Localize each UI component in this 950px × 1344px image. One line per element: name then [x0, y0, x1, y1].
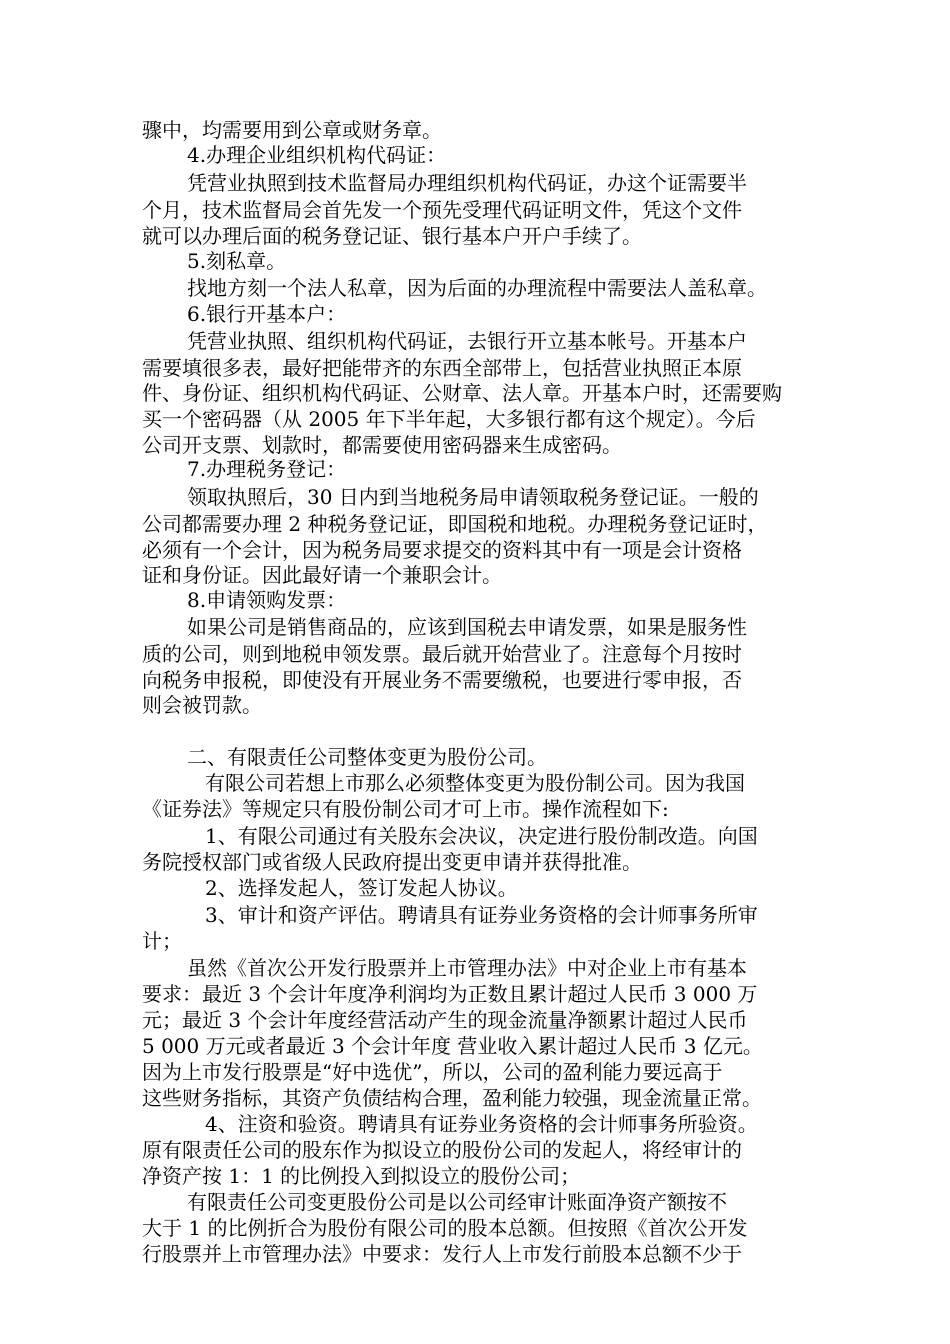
text-line: 需要填很多表，最好把能带齐的东西全部带上，包括营业执照正本原: [142, 356, 742, 380]
text-line: 骤中，均需要用到公章或财务章。: [142, 118, 442, 142]
text-line: 要求：最近 3 个会计年度净利润均为正数且累计超过人民币 3 000 万: [142, 982, 758, 1006]
text-line: 2、选择发起人，签订发起人协议。: [205, 876, 518, 900]
section-heading: 5.刻私章。: [187, 249, 287, 273]
text-line: 务院授权部门或省级人民政府提出变更申请并获得批准。: [142, 850, 642, 874]
text-line: 有限责任公司变更股份公司是以公司经审计账面净资产额按不: [187, 1190, 727, 1214]
text-line: 这些财务指标，其资产负债结构合理，盈利能力较强，现金流量正常。: [142, 1086, 762, 1110]
text-line: 质的公司，则到地税申领发票。最后就开始营业了。注意每个月按时: [142, 642, 742, 666]
section-heading: 7.办理税务登记：: [187, 457, 347, 481]
text-line: 4、注资和验资。聘请具有证券业务资格的会计师事务所验资。: [205, 1112, 758, 1136]
text-line: 计；: [142, 929, 182, 953]
text-line: 公司都需要办理 2 种税务登记证，即国税和地税。办理税务登记证时，: [142, 512, 768, 536]
text-line: 领取执照后，30 日内到当地税务局申请领取税务登记证。一般的: [187, 485, 759, 509]
text-line: 件、身份证、组织机构代码证、公财章、法人章。开基本户时，还需要购: [142, 381, 782, 405]
section-heading: 6.银行开基本户：: [187, 302, 347, 326]
text-line: 行股票并上市管理办法》中要求：发行人上市发行前股本总额不少于: [142, 1242, 742, 1266]
text-line: 则会被罚款。: [142, 693, 262, 717]
text-line: 必须有一个会计，因为税务局要求提交的资料其中有一项是会计资格: [142, 538, 742, 562]
section-heading: 8.申请领购发票：: [187, 588, 347, 612]
text-line: 有限公司若想上市那么必须整体变更为股份制公司。因为我国: [205, 771, 745, 795]
text-line: 公司开支票、划款时，都需要使用密码器来生成密码。: [142, 433, 622, 457]
text-line: 就可以办理后面的税务登记证、银行基本户开户手续了。: [142, 224, 642, 248]
text-line: 5 000 万元或者最近 3 个会计年度 营业收入累计超过人民币 3 亿元。: [142, 1034, 763, 1058]
text-line: 净资产按 1：1 的比例投入到拟设立的股份公司；: [142, 1164, 581, 1188]
text-line: 1、有限公司通过有关股东会决议，决定进行股份制改造。向国: [205, 824, 758, 848]
text-line: 找地方刻一个法人私章，因为后面的办理流程中需要法人盖私章。: [187, 276, 767, 300]
text-line: 凭营业执照、组织机构代码证，去银行开立基本帐号。开基本户: [187, 329, 747, 353]
text-line: 因为上市发行股票是“好中选优”，所以，公司的盈利能力要远高于: [142, 1060, 723, 1084]
text-line: 证和身份证。因此最好请一个兼职会计。: [142, 563, 502, 587]
text-line: 向税务申报税，即使没有开展业务不需要缴税，也要进行零申报，否: [142, 668, 742, 692]
text-line: 元；最近 3 个会计年度经营活动产生的现金流量净额累计超过人民币: [142, 1008, 748, 1032]
text-line: 虽然《首次公开发行股票并上市管理办法》中对企业上市有基本: [187, 956, 747, 980]
text-line: 大于 1 的比例折合为股份有限公司的股本总额。但按照《首次公开发: [142, 1216, 748, 1240]
text-line: 个月，技术监督局会首先发一个预先受理代码证明文件，凭这个文件: [142, 198, 742, 222]
chapter-heading: 二、有限责任公司整体变更为股份公司。: [187, 745, 547, 769]
text-line: 原有限责任公司的股东作为拟设立的股份公司的发起人，将经审计的: [142, 1138, 742, 1162]
section-heading: 4.办理企业组织机构代码证：: [187, 143, 447, 167]
text-line: 3、审计和资产评估。聘请具有证券业务资格的会计师事务所审: [205, 903, 758, 927]
text-line: 买一个密码器（从 2005 年下半年起，大多银行都有这个规定）。今后: [142, 407, 756, 431]
text-line: 如果公司是销售商品的，应该到国税去申请发票，如果是服务性: [187, 615, 747, 639]
text-line: 《证券法》等规定只有股份制公司才可上市。操作流程如下:: [142, 797, 669, 821]
text-line: 凭营业执照到技术监督局办理组织机构代码证，办这个证需要半: [187, 171, 747, 195]
